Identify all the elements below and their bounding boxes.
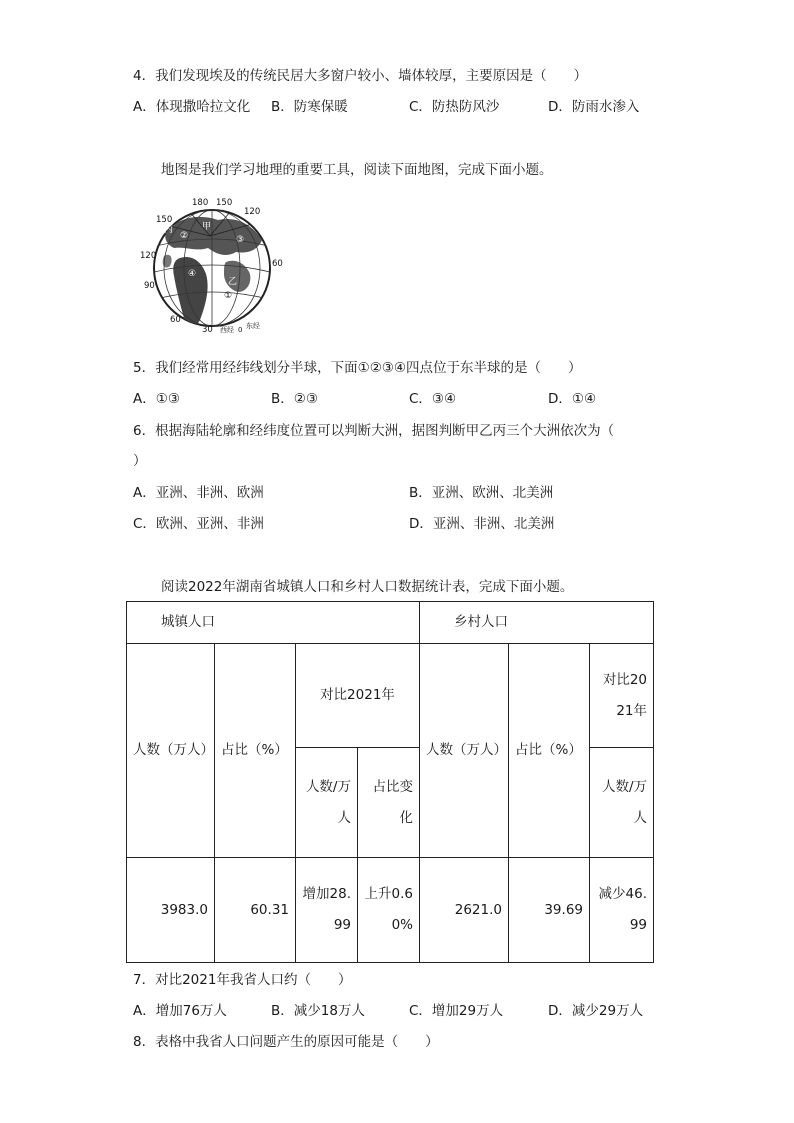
urban-share-value: 60.31 bbox=[215, 858, 296, 963]
label-lon-180: 180 bbox=[192, 198, 209, 208]
q6-option-a: A．亚洲、非洲、欧洲 bbox=[133, 485, 264, 501]
urban-share-header: 占比（%） bbox=[215, 644, 296, 858]
question-5-stem: 5．我们经常用经纬线划分半球，下面①②③④四点位于东半球的是（ ） bbox=[133, 360, 582, 376]
rural-people-header: 人数/万人 bbox=[590, 748, 654, 858]
label-bing: 丙 bbox=[164, 225, 174, 235]
label-120-left: 120 bbox=[140, 251, 157, 261]
urban-change-people-value: 增加28.99 bbox=[296, 858, 358, 963]
label-jia: 甲 bbox=[202, 222, 212, 232]
q5-option-c: C．③④ bbox=[409, 391, 457, 407]
point-4-label: ④ bbox=[188, 269, 197, 279]
q7-option-a: A．增加76万人 bbox=[133, 1003, 227, 1019]
label-30-bottom: 30 bbox=[202, 325, 213, 335]
q6-option-d: D．亚洲、非洲、北美洲 bbox=[409, 516, 555, 532]
point-3-label: ③ bbox=[236, 235, 245, 245]
rural-share-header: 占比（%） bbox=[509, 644, 590, 858]
label-90-left: 90 bbox=[144, 281, 155, 291]
urban-share-change-header: 占比变化 bbox=[358, 748, 420, 858]
rural-header: 乡村人口 bbox=[420, 602, 654, 644]
urban-header: 城镇人口 bbox=[127, 602, 420, 644]
globe-map-figure bbox=[140, 196, 290, 336]
label-yi: 乙 bbox=[228, 277, 238, 287]
urban-count-value: 3983.0 bbox=[127, 858, 215, 963]
rural-share-value: 39.69 bbox=[509, 858, 590, 963]
q5-option-b: B．②③ bbox=[271, 391, 318, 407]
label-60-right: 60 bbox=[272, 259, 283, 269]
label-west: 西经 bbox=[220, 326, 234, 334]
question-6-stem-line1: 6．根据海陆轮廓和经纬度位置可以判断大洲，据图判断甲乙丙三个大洲依次为（ bbox=[133, 423, 615, 439]
urban-count-header: 人数（万人） bbox=[127, 644, 215, 858]
urban-change-share-value: 上升0.60% bbox=[358, 858, 420, 963]
rural-count-header: 人数（万人） bbox=[420, 644, 509, 858]
q4-option-c: C．防热防风沙 bbox=[409, 99, 500, 115]
rural-change-people-value: 减少46.99 bbox=[590, 858, 654, 963]
map-intro-text: 地图是我们学习地理的重要工具，阅读下面地图，完成下面小题。 bbox=[161, 162, 553, 178]
q7-option-c: C．增加29万人 bbox=[409, 1003, 504, 1019]
question-7-stem: 7．对比2021年我省人口约（ ） bbox=[133, 972, 352, 988]
q5-option-a: A．①③ bbox=[133, 391, 180, 407]
point-2-label: ② bbox=[180, 231, 189, 241]
q6-option-c: C．欧洲、亚洲、非洲 bbox=[133, 516, 264, 532]
label-150-left: 150 bbox=[156, 215, 173, 225]
urban-compare-2021-header: 对比2021年 bbox=[296, 644, 420, 748]
point-1-label: ① bbox=[224, 291, 233, 301]
label-lon-120-top: 120 bbox=[244, 207, 261, 217]
question-8-stem: 8．表格中我省人口问题产生的原因可能是（ ） bbox=[133, 1034, 439, 1050]
question-6-stem-line2: ） bbox=[133, 453, 147, 469]
label-east: 东经 bbox=[246, 322, 260, 330]
label-zero: 0 bbox=[238, 326, 243, 334]
label-60-left: 60 bbox=[170, 315, 181, 325]
table-intro-text: 阅读2022年湖南省城镇人口和乡村人口数据统计表，完成下面小题。 bbox=[161, 579, 574, 595]
urban-people-header: 人数/万人 bbox=[296, 748, 358, 858]
q6-option-b: B．亚洲、欧洲、北美洲 bbox=[409, 485, 554, 501]
rural-count-value: 2621.0 bbox=[420, 858, 509, 963]
q4-option-b: B．防寒保暖 bbox=[271, 99, 348, 115]
q5-option-d: D．①④ bbox=[548, 391, 597, 407]
q7-option-b: B．减少18万人 bbox=[271, 1003, 365, 1019]
q7-option-d: D．减少29万人 bbox=[548, 1003, 644, 1019]
question-4-stem: 4．我们发现埃及的传统民居大多窗户较小、墙体较厚，主要原因是（ ） bbox=[133, 68, 588, 84]
label-lon-150-top: 150 bbox=[216, 198, 233, 208]
q4-option-d: D．防雨水渗入 bbox=[548, 99, 640, 115]
q4-option-a: A．体现撒哈拉文化 bbox=[133, 99, 251, 115]
population-table bbox=[126, 601, 654, 963]
rural-compare-2021-header: 对比2021年 bbox=[590, 644, 654, 748]
